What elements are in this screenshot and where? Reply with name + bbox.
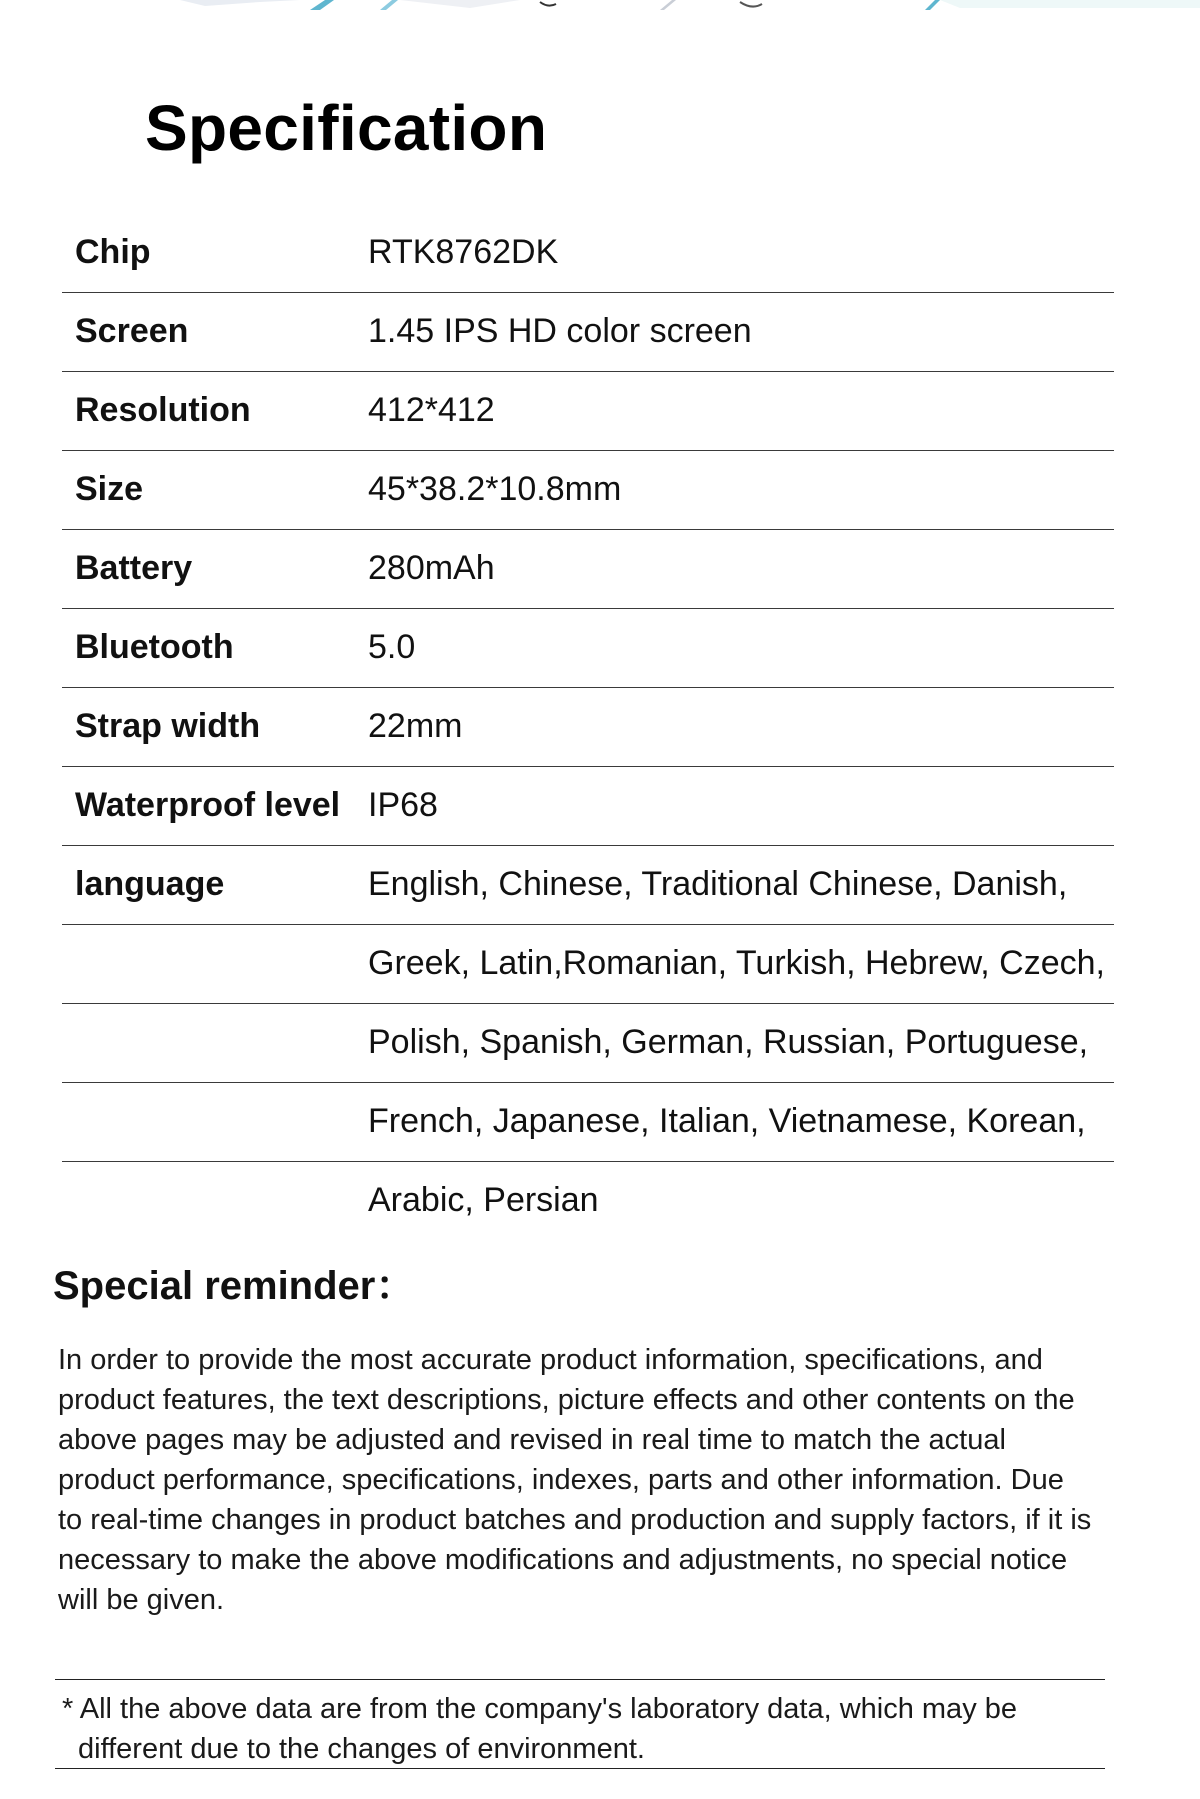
footnote-top-divider — [55, 1679, 1105, 1680]
spec-row-screen — [62, 293, 1114, 372]
footnote-bottom-divider — [55, 1768, 1105, 1769]
spec-value: Polish, Spanish, German, Russian, Portuguese, — [368, 1023, 1089, 1061]
spec-value: IP68 — [368, 786, 438, 824]
spec-label: language — [75, 865, 225, 903]
spec-row-resolution — [62, 372, 1114, 451]
spec-value: Greek, Latin,Romanian, Turkish, Hebrew, Czech, — [368, 944, 1105, 982]
reminder-line: product performance, specifications, indexes, parts and other information. Due — [58, 1464, 1064, 1496]
spec-value: 1.45 IPS HD color screen — [368, 312, 752, 350]
spec-row-battery — [62, 530, 1114, 609]
spec-value: 5.0 — [368, 628, 416, 666]
reminder-line: In order to provide the most accurate product information, specifications, and — [58, 1344, 1043, 1376]
spec-label: Size — [75, 470, 144, 508]
spec-value: RTK8762DK — [368, 233, 559, 271]
spec-row-language-continued — [62, 1083, 1114, 1162]
footnote-line: * All the above data are from the company's laboratory data, which may be — [62, 1693, 1018, 1725]
spec-label: Screen — [75, 312, 189, 350]
spec-table — [62, 214, 1114, 1241]
reminder-line: to real-time changes in product batches and production and supply factors, if it is — [58, 1504, 1092, 1536]
reminder-paragraph — [58, 1340, 1138, 1620]
spec-value: 22mm — [368, 707, 463, 745]
spec-value: Arabic, Persian — [368, 1181, 599, 1219]
spec-value: 412*412 — [368, 391, 495, 429]
spec-row-waterproof-level — [62, 767, 1114, 846]
decorative-banner-edge — [0, 0, 1200, 10]
reminder-line: above pages may be adjusted and revised in real time to match the actual — [58, 1424, 1006, 1456]
spec-label: Battery — [75, 549, 193, 587]
reminder-line: necessary to make the above modifications and adjustments, no special notice — [58, 1544, 1068, 1576]
spec-row-bluetooth — [62, 609, 1114, 688]
spec-row-language-continued — [62, 925, 1114, 1004]
reminder-line: will be given. — [58, 1584, 225, 1616]
spec-value: French, Japanese, Italian, Vietnamese, Korean, — [368, 1102, 1086, 1140]
footnote — [62, 1689, 1102, 1769]
spec-label: Resolution — [75, 391, 251, 429]
spec-row-strap-width — [62, 688, 1114, 767]
spec-value: 45*38.2*10.8mm — [368, 470, 622, 508]
spec-label: Waterproof level — [75, 786, 341, 824]
spec-row-size — [62, 451, 1114, 530]
spec-label: Strap width — [75, 707, 261, 745]
spec-value: English, Chinese, Traditional Chinese, Danish, — [368, 865, 1068, 903]
page-title: Specification — [145, 92, 548, 164]
spec-row-language-continued — [62, 1162, 1114, 1241]
spec-row-language — [62, 846, 1114, 925]
spec-label: Bluetooth — [75, 628, 234, 666]
spec-row-chip — [62, 214, 1114, 293]
reminder-heading: Special reminder： — [53, 1264, 416, 1308]
spec-value: 280mAh — [368, 549, 495, 587]
reminder-line: product features, the text descriptions, picture effects and other contents on the — [58, 1384, 1075, 1416]
spec-label: Chip — [75, 233, 151, 271]
spec-row-language-continued — [62, 1004, 1114, 1083]
top-image-strip — [0, 0, 1200, 10]
footnote-line: different due to the changes of environment. — [78, 1733, 645, 1765]
